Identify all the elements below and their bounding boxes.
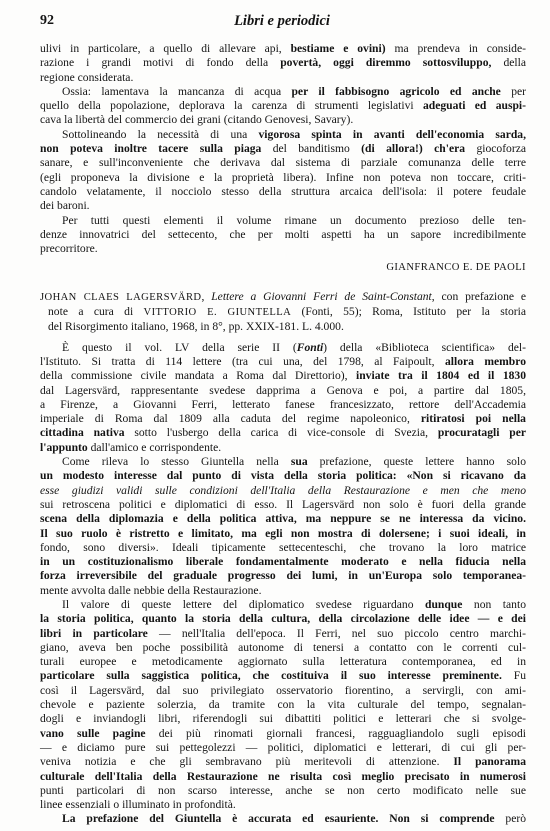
text-run: fondo, sono diversi». Ideali tipicamente settecenteschi, che trovano la loro matrice [40,540,526,554]
text-run: — e diciamo pure sui pettegolezzi — politici, diplomatici e letterari, di cui gli per- [40,740,526,754]
text-line [40,569,526,583]
text-run: dunque [425,597,463,611]
text-run: punti particolari di non scarso interesse, anche se non certo modificato nelle sue [40,783,526,797]
text-run: dei più rinomati giornali francesi, ragguagliandolo sugli episodi [145,726,526,740]
book-review [40,290,526,827]
text-line [40,455,526,469]
text-run: povertà, oggi diremmo sottosviluppo, [280,56,492,70]
text-line [40,770,526,784]
text-line [40,741,526,755]
text-line [40,156,526,170]
text-run: per il fabbisogno agricolo ed anche [291,84,501,98]
text-line [40,341,526,355]
text-run: sua [290,455,308,469]
text-run: giano, aveva ben poche possibilità autonome di tenersi a contatto con le correnti cul- [40,640,526,654]
text-line [40,669,526,683]
text-run: particolare sulla saggistica politica, che costituiva il suo interesse preminente. [40,669,502,683]
text-run: denze innovatrici del settecento, che per molti aspetti ha un sapore incredibilmente [40,227,526,241]
text-run: della [491,56,526,70]
paragraph [40,42,526,85]
text-line [40,398,526,412]
text-line [40,384,526,398]
text-line [40,305,526,320]
text-line [40,784,526,798]
text-run: regione considerata. [40,70,134,84]
text-run: non poteva inoltre tacere sulla piaga [40,142,262,156]
text-run: sui retroscena politici e diplomatici di esso. Il Lagersvärd non solo è fuori della grande [40,497,526,511]
text-line [40,214,526,228]
text-run: vigorosa spinta in avanti dell'economia sarda, [258,127,527,141]
text-line [40,185,526,199]
text-run: vano sulle pagine [40,726,146,740]
text-line [40,641,526,655]
text-run: (egli proponeva la divisione e la proprietà libera). Infine non poteva non toccare, criti- [40,170,526,184]
text-run: la storia politica, quanto la storia della cultura, della circolazione delle idee — e dei [40,612,526,626]
text-run: a Firenze, a Giovanni Ferri, letterato fanese francesizzato, rettore dell'Accademia [40,397,526,411]
text-line [40,612,526,626]
text-run: un modesto interesse dal punto di vista della storia politica: «Non si ricavano da [40,469,526,483]
text-line [40,290,526,305]
text-line [40,369,526,383]
text-run: dal Lagersvärd, rappresentante svedese dapprima a Genova e poi, a partire dal 1805, [40,383,526,397]
text-run: della commissione civile mandata a Roma dal Direttorio), [40,369,357,383]
text-run: Lettere a Giovanni Ferri de Saint-Constant [211,289,432,303]
paragraph [40,214,526,257]
text-line [40,555,526,569]
text-line [40,655,526,669]
text-line [40,199,526,213]
text-line [40,627,526,641]
text-run: imperiale di Roma dal 1809 alla caduta del regime napoleonico, [40,412,421,426]
text-run: per [500,84,526,98]
text-line [40,798,526,812]
text-line [40,113,526,127]
text-run: cava la libertà del commercio dei grani (citando Genovesi, Savary). [40,113,354,127]
text-line [40,355,526,369]
text-run: razione i grandi motivi di fondo della [40,56,281,70]
text-run: chevole e paziente solerzia, da tramite con la vita culturale del tempo, segnalan- [40,698,526,712]
text-line [40,469,526,483]
text-run: procuratagli per [437,426,526,440]
text-run: libri in particolare [40,626,148,640]
text-run: (Fonti, 55); Roma, Istituto per la storia [291,305,526,319]
text-line [40,242,526,256]
text-line [40,498,526,512]
text-run: Come rileva lo stesso Giuntella nella [62,455,291,469]
text-run: Sottolineando la necessità di una [62,127,259,141]
text-line [40,128,526,142]
text-run: (di allora!) ch'era [361,142,466,156]
text-line [40,426,526,440]
text-run: dogli e inviandogli libri, riferendogli sui dibattiti politici e letterari che si svolge- [40,712,526,726]
text-run: VITTORIO E. GIUNTELLA [143,307,292,319]
text-line [40,42,526,56]
text-run: cittadina nativa [40,426,125,440]
reviewer-name: GIANFRANCO E. DE PAOLI [386,262,526,274]
text-run: dall'amico e corrispondente. [87,440,222,454]
text-run: forza irreversibile del graduale progresso dei lumi, in un'Europa solo temporanea- [40,569,526,583]
text-line [40,56,526,70]
text-line [40,85,526,99]
text-line [40,171,526,185]
text-run: candolo velatamente, il nocciolo stesso della struttura arcaica dell'isola: il potere feudale [40,184,526,198]
text-run: Ossia: lamentava la mancanza di acqua [62,84,292,98]
text-line [40,527,526,541]
text-run: , [201,289,212,303]
text-run: sotto l'usbergo della carica di vice-console di Svezia, [124,426,438,440]
text-run: ) della «Biblioteca scientifica» del- [323,340,526,354]
text-run: non tanto [462,597,526,611]
text-line [40,228,526,242]
text-run: mente avvolta dalle nebbie della Restaurazione. [40,583,262,597]
text-run: in un costituzionalismo liberale fondamentalmente moderato e nella fiducia nella [40,555,526,569]
text-line [40,598,526,612]
text-run: , con prefazione e [431,289,527,303]
previous-review-conclusion [40,42,526,276]
text-line [40,320,526,334]
text-run: linee essenziali o illuminato in profondità. [40,798,236,812]
text-run: allora membro [444,354,526,368]
text-run: esse giudizi validi sulle condizioni dell'Italia della Restaurazione e men che meno [40,483,526,497]
text-run: turali europee e metodicamente aggiornato sulla letteratura contemporanea, ed in [40,655,526,669]
text-run: JOHAN CLAES LAGERSVÄRD [40,291,202,303]
text-run: precorritore. [40,242,98,256]
text-run: Fonti [296,340,324,354]
text-run: giocoforza [465,142,527,156]
text-line [40,412,526,426]
text-line [40,684,526,698]
text-line [40,512,526,526]
text-run: bestiame e ovini) [290,42,386,55]
text-run: adeguati ed auspi- [422,99,526,113]
text-run: del Risorgimento italiano, 1968, in 8°, pp. XXIX-181. L. 4.000. [48,320,344,334]
text-run: dei baroni. [40,199,90,213]
text-run: La prefazione del Giuntella è accurata ed esauriente. Non si comprende [62,812,495,826]
paragraph [40,812,526,826]
text-run: culturale dell'Italia della Restaurazione ne risulta così meglio precisato in numerosi [40,769,526,783]
text-run: note a cura di [48,305,144,319]
text-run: del banditismo [261,142,362,156]
paragraph [40,455,526,598]
paragraph [40,128,526,214]
text-run: scena della diplomazia e della politica attiva, ma neppure se ne interessa da vicino. [40,512,526,526]
text-run: Il panorama [453,755,526,769]
text-run: veniva notizia e che gli sembravano più meritevoli di attenzione. [40,755,454,769]
text-run: Il suo ruolo è ristretto e limitato, ma egli non mostra di dolersene; i suoi ideali, in [40,526,526,540]
text-run: così il Lagersvärd, dal suo privilegiato osservatorio fiorentino, a servirgli, con ami- [40,683,526,697]
text-run: però [494,812,527,826]
bibliographic-citation [40,290,526,335]
text-run: Fu [501,669,526,683]
text-run: Il valore di queste lettere del diplomatico svedese riguardano [62,597,426,611]
text-line [40,584,526,598]
text-run: ma prendeva in conside- [385,42,526,55]
text-run: È questo il vol. LV della serie II ( [62,340,297,354]
text-run: — nell'Italia dell'epoca. Il Ferri, nel suo piccolo centro marchi- [147,626,526,640]
text-line [40,71,526,85]
text-line [40,441,526,455]
text-line [40,99,526,113]
previous-review-paragraphs [40,42,526,256]
text-line [40,698,526,712]
text-run: sanare, e sull'inconveniente che derivava dal sistema di parziale comunanza delle terre [40,156,526,170]
paragraph [40,598,526,812]
paragraph [40,85,526,128]
text-run: inviate tra il 1804 ed il 1830 [356,369,527,383]
text-line [40,727,526,741]
page-text [40,42,526,827]
text-line [40,812,526,826]
running-title: Libri e periodici [234,13,330,29]
text-run: ulivi in particolare, a quello di allevare api, [40,42,291,55]
text-line [40,755,526,769]
review-paragraphs [40,341,526,827]
text-line [40,712,526,726]
text-run: quello della popolazione, deplorava la carenza di strumenti legislativi [40,99,423,113]
text-line [40,541,526,555]
text-run: l'appunto [40,440,88,454]
text-line [40,142,526,156]
text-run: l'Istituto. Si tratta di 114 lettere (tra cui una, del 1798, al Faipoult, [40,354,445,368]
page-number: 92 [40,13,54,28]
text-run: Per tutti questi elementi il volume rimane un documento prezioso delle ten- [62,213,526,227]
text-line [40,484,526,498]
reviewer-signature [40,260,526,275]
paragraph [40,341,526,455]
text-run: prefazione, queste lettere hanno solo [307,455,526,469]
text-run: ritiratosi poi nella [420,412,526,426]
